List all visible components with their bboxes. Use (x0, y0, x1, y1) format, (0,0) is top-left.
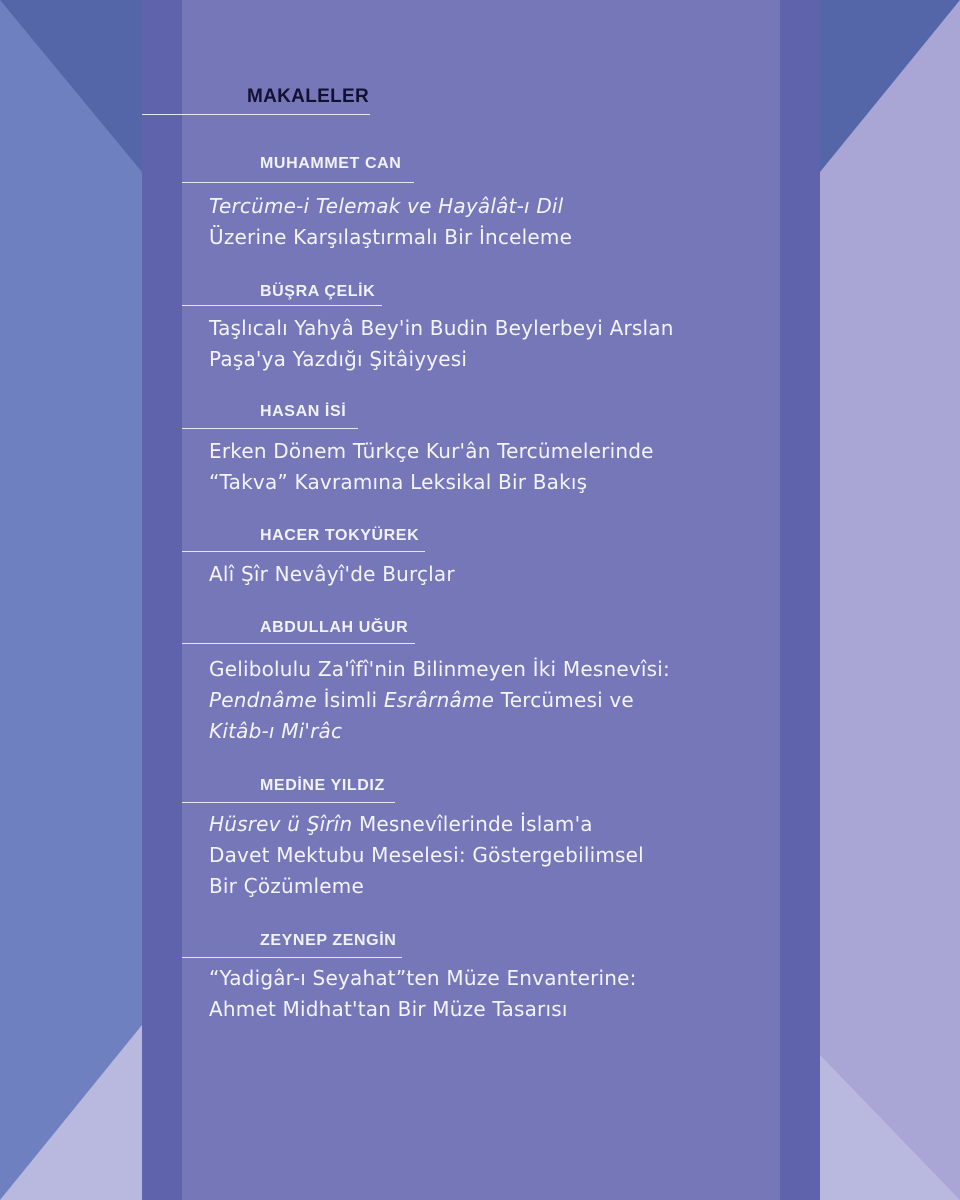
italic-title-segment: Tercüme-i Telemak ve Hayâlât-ı Dil (209, 194, 564, 218)
author-rule (182, 428, 358, 429)
article-title-line (209, 559, 455, 590)
article-author: ZEYNEP ZENGİN (260, 932, 397, 949)
title-segment: Davet Mektubu Meselesi: Göstergebilimsel (209, 843, 644, 867)
article-title-line (209, 840, 644, 871)
article-title-line (209, 654, 670, 685)
article-author: MEDİNE YILDIZ (260, 777, 385, 794)
title-segment: Taşlıcalı Yahyâ Bey'in Budin Beylerbeyi Arslan (209, 316, 674, 340)
article-title-line (209, 222, 572, 253)
article-title (209, 654, 670, 747)
article-author: HASAN İSİ (260, 403, 347, 420)
article-title-line (209, 994, 637, 1025)
article-title (209, 809, 644, 902)
title-segment: Gelibolulu Za'îfî'nin Bilinmeyen İki Mesnevîsi: (209, 657, 670, 681)
article-author: ABDULLAH UĞUR (260, 619, 409, 636)
article-title-line (209, 191, 572, 222)
italic-title-segment: Pendnâme (209, 688, 318, 712)
article-author: HACER TOKYÜREK (260, 527, 420, 544)
title-segment: Mesnevîlerinde İslam'a (352, 812, 593, 836)
author-rule (182, 802, 395, 803)
article-title-line (209, 467, 654, 498)
author-rule (182, 305, 382, 306)
title-segment: İsimli (317, 688, 384, 712)
title-segment: Paşa'ya Yazdığı Şitâiyyesi (209, 347, 468, 371)
background-right-panel (820, 0, 960, 1200)
article-author: MUHAMMET CAN (260, 155, 402, 172)
article-title-line (209, 963, 637, 994)
author-rule (182, 643, 415, 644)
article-title (209, 191, 572, 253)
article-author: BÜŞRA ÇELİK (260, 283, 376, 300)
article-title (209, 963, 637, 1025)
article-title (209, 436, 654, 498)
right-band (780, 0, 820, 1200)
author-rule (182, 551, 425, 552)
article-title-line (209, 716, 670, 747)
italic-title-segment: Kitâb-ı Mi'râc (209, 719, 343, 743)
article-title-line (209, 313, 674, 344)
left-band (142, 0, 182, 1200)
section-title-rule (142, 114, 370, 115)
author-rule (182, 957, 402, 958)
article-title-line (209, 344, 674, 375)
article-title-line (209, 809, 644, 840)
article-title (209, 559, 455, 590)
title-segment: Alî Şîr Nevâyî'de Burçlar (209, 562, 455, 586)
title-segment: “Takva” Kavramına Leksikal Bir Bakış (209, 470, 588, 494)
article-title-line (209, 685, 670, 716)
article-title-line (209, 436, 654, 467)
title-segment: Bir Çözümleme (209, 874, 364, 898)
italic-title-segment: Hüsrev ü Şîrîn (209, 812, 353, 836)
title-segment: “Yadigâr-ı Seyahat”ten Müze Envanterine: (209, 966, 637, 990)
title-segment: Üzerine Karşılaştırmalı Bir İnceleme (209, 225, 573, 249)
section-title: MAKALELER (247, 86, 369, 107)
article-title-line (209, 871, 644, 902)
title-segment: Ahmet Midhat'tan Bir Müze Tasarısı (209, 997, 568, 1021)
title-segment: Tercümesi ve (494, 688, 634, 712)
author-rule (182, 182, 414, 183)
title-segment: Erken Dönem Türkçe Kur'ân Tercümelerinde (209, 439, 654, 463)
article-title (209, 313, 674, 375)
italic-title-segment: Esrârnâme (383, 688, 495, 712)
